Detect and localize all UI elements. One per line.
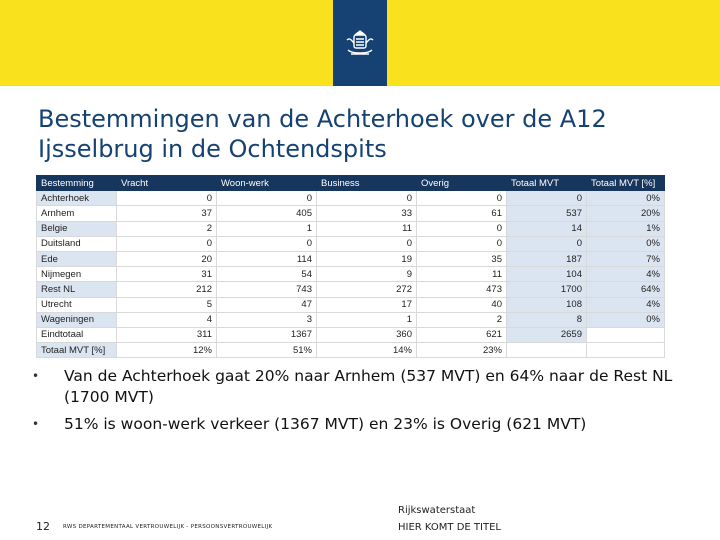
table-cell [587, 343, 665, 358]
table-row [37, 206, 665, 221]
table-cell: 0 [507, 236, 587, 251]
table-cell: 4% [587, 297, 665, 312]
logo-box [333, 0, 387, 86]
table-cell: 1700 [507, 282, 587, 297]
title-line-2: Ijsselbrug in de Ochtendspits [38, 135, 387, 163]
table-header-row [37, 176, 665, 191]
table-cell: 64% [587, 282, 665, 297]
table-cell: Ede [37, 251, 117, 266]
table-cell: 51% [217, 343, 317, 358]
table-cell: 14% [317, 343, 417, 358]
table-row [37, 236, 665, 251]
column-header: Woon-werk [217, 176, 317, 191]
table-cell: 0 [217, 191, 317, 206]
page-number: 12 [36, 520, 50, 533]
bullet-dot-icon: • [32, 369, 40, 383]
table-cell: 0 [417, 191, 507, 206]
table-cell [587, 327, 665, 342]
table-cell: 360 [317, 327, 417, 342]
table-cell: 19 [317, 251, 417, 266]
table-cell: 0 [507, 191, 587, 206]
table-cell: 9 [317, 267, 417, 282]
table-cell: 37 [117, 206, 217, 221]
page-title [38, 104, 688, 164]
table-cell: 743 [217, 282, 317, 297]
table-cell [507, 343, 587, 358]
table-cell: 621 [417, 327, 507, 342]
table-cell: 20% [587, 206, 665, 221]
table-cell: 47 [217, 297, 317, 312]
column-header: Vracht [117, 176, 217, 191]
title-line-1: Bestemmingen van de Achterhoek over de A12 [38, 105, 607, 133]
table-cell: 54 [217, 267, 317, 282]
table-row-total [37, 327, 665, 342]
table-row [37, 312, 665, 327]
table-cell: 61 [417, 206, 507, 221]
table-row [37, 282, 665, 297]
table-cell: 537 [507, 206, 587, 221]
table-cell: 0 [217, 236, 317, 251]
table-cell: 0% [587, 312, 665, 327]
bullet-text: 51% is woon-werk verkeer (1367 MVT) en 23% is Overig (621 MVT) [64, 415, 587, 433]
column-header: Bestemming [37, 176, 117, 191]
table-cell: 311 [117, 327, 217, 342]
table-cell: 7% [587, 251, 665, 266]
table-cell: 5 [117, 297, 217, 312]
table-cell: 108 [507, 297, 587, 312]
table-cell: Belgie [37, 221, 117, 236]
column-header: Totaal MVT [507, 176, 587, 191]
table-cell: 0 [317, 191, 417, 206]
table-cell: Duitsland [37, 236, 117, 251]
table-cell: 11 [417, 267, 507, 282]
table-cell: 11 [317, 221, 417, 236]
classification-line: RWS DEPARTEMENTAAL VERTROUWELIJK - PERSOONSVERTROUWELIJK [63, 524, 273, 530]
table-cell: Arnhem [37, 206, 117, 221]
table-cell: 187 [507, 251, 587, 266]
table-cell: 272 [317, 282, 417, 297]
table-cell: 4% [587, 267, 665, 282]
table-cell: 3 [217, 312, 317, 327]
table-cell: 0 [317, 236, 417, 251]
table-cell: 31 [117, 267, 217, 282]
table-row [37, 221, 665, 236]
table-cell: 1% [587, 221, 665, 236]
table-cell: 23% [417, 343, 507, 358]
bullet-dot-icon: • [32, 417, 40, 431]
table-cell: Nijmegen [37, 267, 117, 282]
bullet-text: Van de Achterhoek gaat 20% naar Arnhem (537 MVT) en 64% naar de Rest NL (1700 MVT) [64, 367, 673, 406]
table-cell: 0% [587, 236, 665, 251]
table-cell: 12% [117, 343, 217, 358]
table-cell: Eindtotaal [37, 327, 117, 342]
bullet-item [30, 366, 700, 408]
table-cell: 20 [117, 251, 217, 266]
table-cell: 0 [417, 221, 507, 236]
header-band [0, 0, 720, 86]
table-cell: 473 [417, 282, 507, 297]
table-row [37, 267, 665, 282]
table-row [37, 191, 665, 206]
table-cell: 2 [417, 312, 507, 327]
coat-of-arms-icon [342, 28, 378, 58]
table-cell: 0 [117, 191, 217, 206]
table-cell: 212 [117, 282, 217, 297]
table-cell: 40 [417, 297, 507, 312]
destinations-table-wrapper [36, 175, 664, 358]
table-cell: 35 [417, 251, 507, 266]
table-cell: 0 [417, 236, 507, 251]
table-cell: Totaal MVT [%] [37, 343, 117, 358]
column-header: Totaal MVT [%] [587, 176, 665, 191]
table-row [37, 251, 665, 266]
destinations-table [36, 175, 665, 358]
table-cell: 114 [217, 251, 317, 266]
table-cell: Rest NL [37, 282, 117, 297]
table-row-percent [37, 343, 665, 358]
table-cell: Achterhoek [37, 191, 117, 206]
table-cell: 2 [117, 221, 217, 236]
column-header: Business [317, 176, 417, 191]
column-header: Overig [417, 176, 507, 191]
table-cell: 33 [317, 206, 417, 221]
brand-name: Rijkswaterstaat [398, 505, 476, 516]
table-cell: 4 [117, 312, 217, 327]
table-cell: Utrecht [37, 297, 117, 312]
table-cell: 0% [587, 191, 665, 206]
table-cell: 2659 [507, 327, 587, 342]
table-cell: 0 [117, 236, 217, 251]
bullet-list [30, 366, 700, 441]
table-cell: 405 [217, 206, 317, 221]
bullet-item [30, 414, 700, 435]
table-cell: 104 [507, 267, 587, 282]
table-cell: 14 [507, 221, 587, 236]
table-cell: 8 [507, 312, 587, 327]
table-cell: 1 [217, 221, 317, 236]
table-cell: 1367 [217, 327, 317, 342]
document-title: HIER KOMT DE TITEL [398, 522, 501, 533]
table-cell: 17 [317, 297, 417, 312]
table-cell: 1 [317, 312, 417, 327]
table-row [37, 297, 665, 312]
table-cell: Wageningen [37, 312, 117, 327]
